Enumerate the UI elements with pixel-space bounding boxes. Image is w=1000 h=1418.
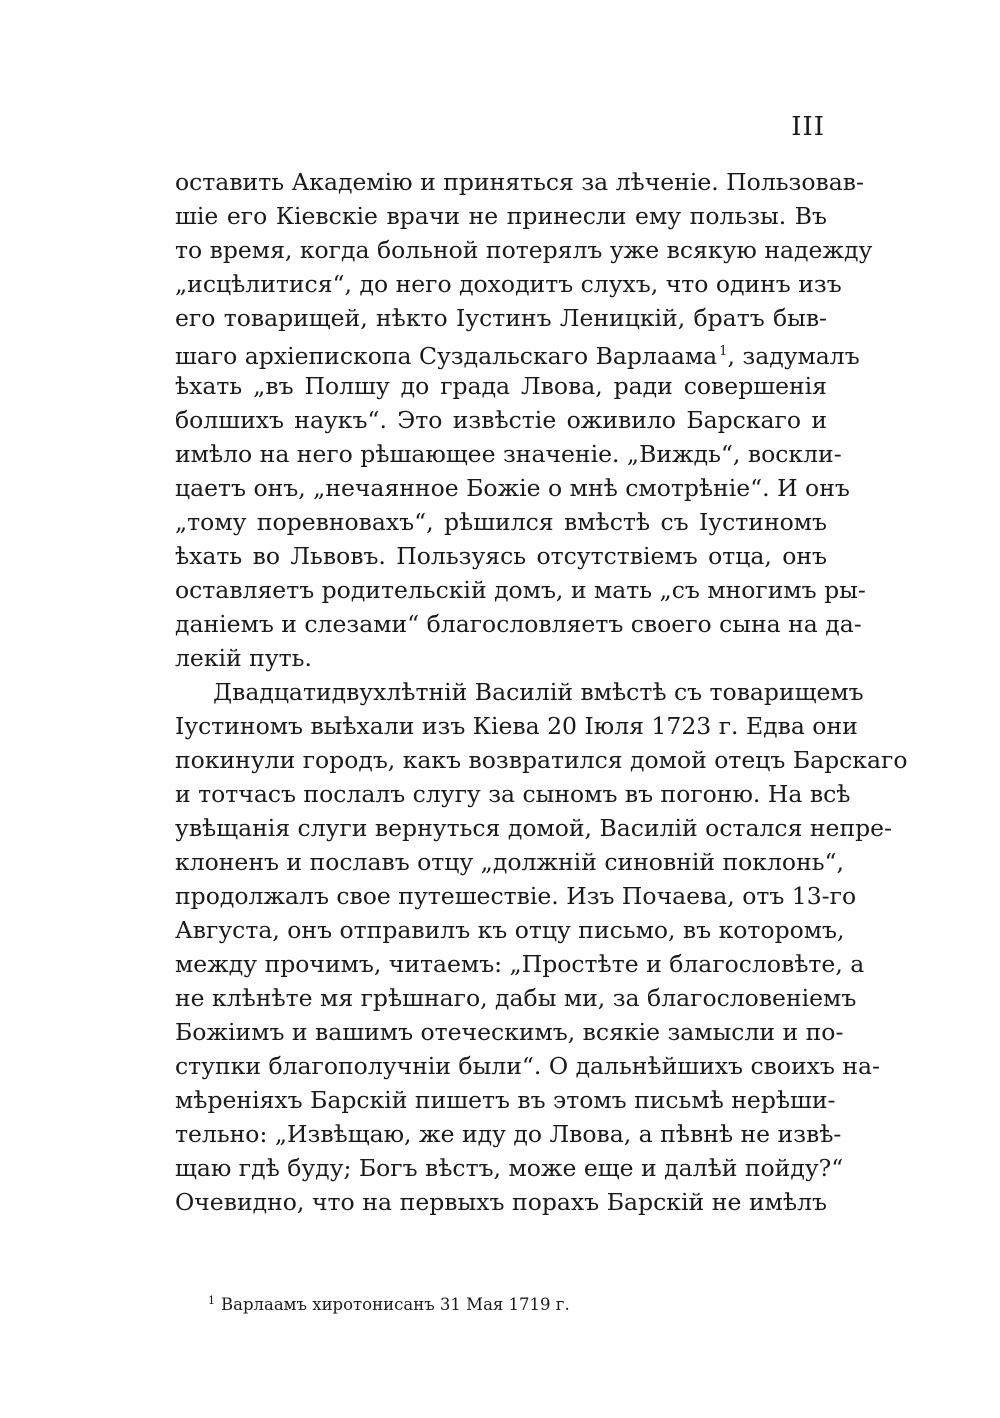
paragraph-1 <box>175 165 873 675</box>
text-line: лекій путь. <box>175 644 312 672</box>
text-line: и тотчасъ послалъ слугу за сыномъ въ погоню. На всѣ <box>175 780 851 808</box>
text-segment: шаго архіепископа Суздальскаго Варлаама <box>175 342 718 370</box>
text-line: цаетъ онъ, „нечаянное Божіе о мнѣ смотрѣніе“. И онъ <box>175 474 850 502</box>
text-line: „исцѣлитися“, до него доходитъ слухъ, что одинъ изъ <box>175 270 842 298</box>
text-line: Іустиномъ выѣхали изъ Кіева 20 Іюля 1723 г. Едва они <box>175 712 858 740</box>
body-text <box>175 165 908 1219</box>
text-line: не клѣнѣте мя грѣшнаго, дабы ми, за благословеніемъ <box>175 984 857 1012</box>
text-line: оставляетъ родительскій домъ, и мать „съ многимъ ры- <box>175 576 866 604</box>
text-line: имѣло на него рѣшающее значеніе. „Виждь“, воскли- <box>175 440 842 468</box>
footnote <box>208 1294 570 1314</box>
text-line: тельно: „Извѣщаю, же иду до Лвова, а пѣвнѣ не извѣ- <box>175 1120 842 1148</box>
text-line: даніемъ и слезами“ благословляетъ своего сына на да- <box>175 610 862 638</box>
text-line: щаю гдѣ буду; Богъ вѣстъ, може еще и далѣй пойду?“ <box>175 1154 844 1182</box>
text-line: Августа, онъ отправилъ къ отцу письмо, въ которомъ, <box>175 916 845 944</box>
text-line: покинули городъ, какъ возвратился домой отецъ Барскаго <box>175 746 908 774</box>
text-line: ѣхать во Львовъ. Пользуясь отсутствіемъ отца, онъ <box>175 542 827 570</box>
text-segment: , задумалъ <box>727 342 860 370</box>
footnote-reference: 1 <box>719 344 728 359</box>
text-line: клоненъ и пославъ отцу „должній синовній поклонь“, <box>175 848 845 876</box>
text-line: оставить Академію и приняться за лѣченіе. Пользовав- <box>175 168 864 196</box>
text-line: мѣреніяхъ Барскій пишетъ въ этомъ письмѣ нерѣши- <box>175 1086 836 1114</box>
text-line: Очевидно, что на первыхъ порахъ Барскій не имѣлъ <box>175 1188 827 1216</box>
text-line: его товарищей, нѣкто Іустинъ Леницкій, братъ быв- <box>175 304 827 332</box>
footnote-text: Варлаамъ хиротонисанъ 31 Мая 1719 г. <box>221 1295 570 1314</box>
text-line: Двадцатидвухлѣтній Василій вмѣстѣ съ товарищемъ <box>213 678 864 706</box>
text-line: продолжалъ свое путешествіе. Изъ Почаева, отъ 13-го <box>175 882 857 910</box>
footnote-mark: 1 <box>208 1294 215 1307</box>
text-line-with-footnote <box>175 335 860 370</box>
text-line: увѣщанія слуги вернуться домой, Василій остался непре- <box>175 814 893 842</box>
text-line: шіе его Кіевскіе врачи не принесли ему пользы. Въ <box>175 202 827 230</box>
page-number: III <box>791 112 825 142</box>
text-line: ѣхать „въ Полшу до града Лвова, ради совершенія <box>175 372 827 400</box>
text-line: то время, когда больной потерялъ уже всякую надежду <box>175 236 873 264</box>
text-line: ступки благополучніи были“. О дальнѣйшихъ своихъ на- <box>175 1052 880 1080</box>
text-line: между прочимъ, читаемъ: „Простѣте и благословѣте, а <box>175 950 865 978</box>
text-line: Божіимъ и вашимъ отеческимъ, всякіе замысли и по- <box>175 1018 844 1046</box>
text-line: „тому поревновахъ“, рѣшился вмѣстѣ съ Іустиномъ <box>175 508 827 536</box>
paragraph-2 <box>175 675 908 1219</box>
text-line: болшихъ наукъ“. Это извѣстіе оживило Барскаго и <box>175 406 827 434</box>
